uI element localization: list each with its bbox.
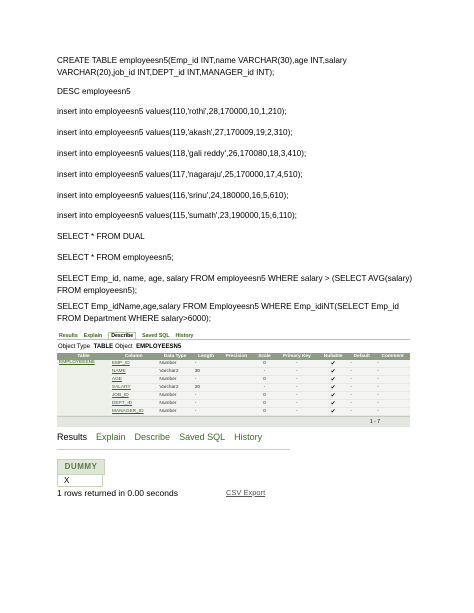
row-primary-key: -: [275, 384, 318, 392]
row-data-type: Number: [157, 360, 192, 368]
row-length: 20: [193, 384, 220, 392]
header-comment: Comment: [375, 353, 410, 360]
row-nullable: [318, 392, 348, 400]
row-primary-key: -: [275, 360, 318, 368]
header-data-type: Data Type: [157, 353, 192, 360]
row-precision: [219, 376, 253, 384]
results-tab-describe[interactable]: Describe: [134, 432, 171, 442]
header-column: Column: [110, 353, 158, 360]
row-scale: -: [253, 384, 275, 392]
row-precision: [219, 360, 253, 368]
header-length: Length: [193, 353, 220, 360]
row-default: -: [348, 392, 375, 400]
describe-row: [57, 368, 410, 376]
header-precision: Precision: [219, 353, 253, 360]
describe-row: [57, 376, 410, 384]
results-tab-results[interactable]: Results: [57, 432, 88, 442]
row-precision: [219, 408, 253, 416]
row-scale: 0: [253, 360, 275, 368]
pager: 1 - 7: [57, 416, 410, 427]
row-data-type: Number: [157, 376, 192, 384]
row-nullable: [318, 360, 348, 368]
row-scale: 0: [253, 392, 275, 400]
check-icon: ✔: [330, 393, 336, 399]
sql-line-subquery-dept: SELECT Emp_idName,age,salary FROM Employeesn5 WHERE Emp_idiNT(SELECT Emp_id FROM Department WHERE salary>6000);: [57, 302, 399, 323]
header-default: Default: [348, 353, 375, 360]
describe-row: [57, 360, 410, 368]
describe-body: [57, 360, 410, 416]
row-default: -: [348, 376, 375, 384]
row-length: -: [193, 400, 220, 408]
row-column-name[interactable]: MANAGER_ID: [110, 408, 158, 416]
sql-line-select-dual: SELECT * FROM DUAL: [57, 232, 145, 241]
row-column-name[interactable]: SALARY: [110, 384, 158, 392]
row-data-type: Varchar2: [157, 368, 192, 376]
tab-explain[interactable]: Explain: [83, 333, 103, 339]
sql-line-desc: DESC employeesn5: [57, 87, 131, 96]
describe-row: [57, 384, 410, 392]
describe-header-row: [57, 353, 410, 360]
describe-table: [57, 353, 410, 416]
row-nullable: [318, 408, 348, 416]
object-info: [57, 342, 410, 352]
row-nullable: [318, 384, 348, 392]
check-icon: ✔: [330, 361, 336, 367]
row-data-type: Varchar2: [157, 384, 192, 392]
row-comment: -: [375, 400, 410, 408]
sql-line-subquery-avg: SELECT Emp_id, name, age, salary FROM employeesn5 WHERE salary > (SELECT AVG(salary) FROM employeesn5);: [57, 274, 413, 295]
row-nullable: [318, 376, 348, 384]
row-nullable: [318, 368, 348, 376]
row-column-name[interactable]: JOB_ID: [110, 392, 158, 400]
header-scale: Scale: [253, 353, 275, 360]
dummy-cell: X: [57, 474, 103, 487]
row-default: -: [348, 384, 375, 392]
row-precision: [219, 400, 253, 408]
sql-line-insert-1: insert into employeesn5 values(110,'rothi',28,170000,10,1,210);: [57, 107, 287, 116]
header-primary-key: Primary Key: [275, 353, 318, 360]
row-data-type: Number: [157, 392, 192, 400]
row-default: -: [348, 408, 375, 416]
sql-line-insert-3: insert into employeesn5 values(118,'gali reddy',26,170080,18,3,410);: [57, 149, 307, 158]
row-primary-key: -: [275, 400, 318, 408]
row-scale: 0: [253, 408, 275, 416]
results-tab-explain[interactable]: Explain: [96, 432, 126, 442]
tab-describe[interactable]: Describe: [108, 332, 136, 339]
row-primary-key: -: [275, 376, 318, 384]
sql-line-select-all: SELECT * FROM employeesn5;: [57, 253, 174, 262]
row-nullable: [318, 400, 348, 408]
sql-line-insert-6: insert into employeesn5 values(115,'sumath',23,190000,15,6,110);: [57, 211, 297, 220]
row-comment: -: [375, 392, 410, 400]
row-column-name[interactable]: EMP_ID: [110, 360, 158, 368]
sql-line-create-table: CREATE TABLE employeesn5(Emp_id INT,name VARCHAR(30),age INT,salary VARCHAR(20),job_id INT,DEPT_id INT,MANAGER_id INT);: [57, 56, 347, 77]
row-length: 30: [193, 368, 220, 376]
row-column-name[interactable]: NAME: [110, 368, 158, 376]
object-name: EMPLOYEESN5: [136, 344, 182, 350]
row-precision: [219, 368, 253, 376]
object-label: Object: [115, 344, 133, 350]
row-length: -: [193, 360, 220, 368]
row-comment: -: [375, 376, 410, 384]
describe-tab-bar: [57, 329, 410, 340]
row-column-name[interactable]: AGE: [110, 376, 158, 384]
row-scale: 0: [253, 400, 275, 408]
row-length: -: [193, 392, 220, 400]
results-tab-saved-sql[interactable]: Saved SQL: [179, 432, 226, 442]
sql-line-insert-4: insert into employeesn5 values(117,'nagaraju',25,170000,17,4,510);: [57, 170, 303, 179]
row-default: -: [348, 400, 375, 408]
dummy-column-header: DUMMY: [57, 459, 105, 475]
row-precision: [219, 384, 253, 392]
row-data-type: Number: [157, 408, 192, 416]
check-icon: ✔: [330, 377, 336, 383]
describe-row: [57, 400, 410, 408]
row-primary-key: -: [275, 368, 318, 376]
describe-panel: [57, 329, 410, 441]
row-table-name[interactable]: EMPLOYEESN5: [57, 360, 110, 416]
check-icon: ✔: [330, 369, 336, 375]
row-primary-key: -: [275, 392, 318, 400]
object-type-value: TABLE: [93, 344, 114, 350]
check-icon: ✔: [330, 385, 336, 391]
check-icon: ✔: [330, 401, 336, 407]
sql-line-insert-2: insert into employeesn5 values(119,'akash',27,170009,19,2,310);: [57, 128, 293, 137]
row-length: -: [193, 408, 220, 416]
row-default: -: [348, 368, 375, 376]
describe-row: [57, 392, 410, 400]
row-comment: -: [375, 360, 410, 368]
row-column-name[interactable]: DEPT_ID: [110, 400, 158, 408]
row-primary-key: -: [275, 408, 318, 416]
results-tab-bar: [57, 432, 290, 450]
row-scale: 0: [253, 376, 275, 384]
object-type-label: Object Type: [58, 344, 90, 350]
tab-saved-sql[interactable]: Saved SQL: [142, 333, 170, 339]
row-comment: -: [375, 368, 410, 376]
row-data-type: Number: [157, 400, 192, 408]
row-comment: -: [375, 384, 410, 392]
csv-export-link[interactable]: CSV Export: [226, 488, 266, 497]
header-nullable: Nullable: [318, 353, 348, 360]
rows-returned-text: 1 rows returned in 0.00 seconds: [57, 488, 178, 498]
row-precision: [219, 392, 253, 400]
check-icon: ✔: [330, 409, 336, 415]
row-comment: -: [375, 408, 410, 416]
row-length: -: [193, 376, 220, 384]
tab-history[interactable]: History: [175, 333, 194, 339]
tab-results[interactable]: Results: [59, 333, 78, 339]
row-default: -: [348, 360, 375, 368]
header-table: Table: [57, 353, 110, 360]
row-scale: -: [253, 368, 275, 376]
sql-line-insert-5: insert into employeesn5 values(116,'srinu',24,180000,16,5,610);: [57, 191, 289, 200]
describe-row: [57, 408, 410, 416]
results-tab-history[interactable]: History: [234, 432, 263, 442]
